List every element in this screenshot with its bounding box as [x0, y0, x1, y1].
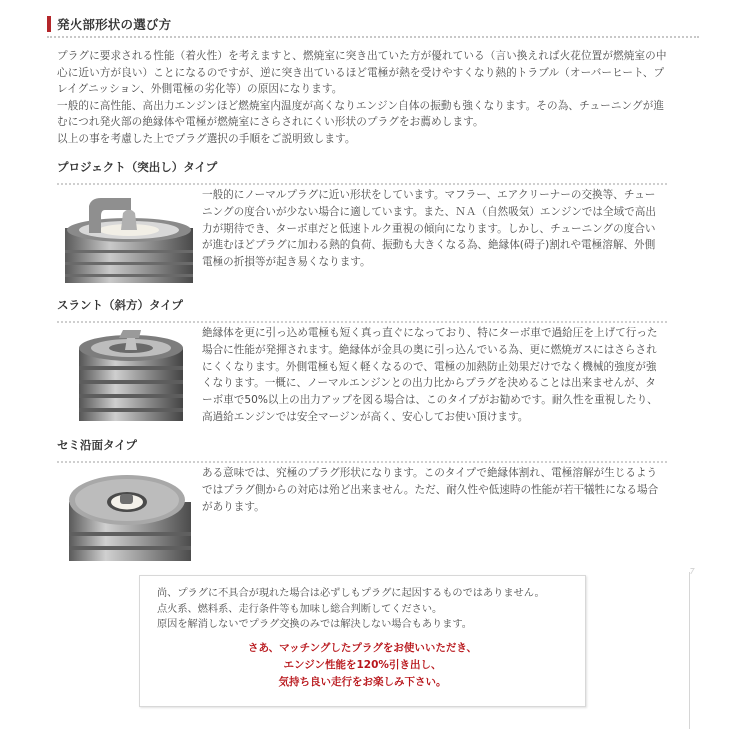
intro-line: 一般的に高性能、高出力エンジンほど燃焼室内温度が高くなりエンジン自体の振動も強くなります。その為、チューニングが進 — [57, 99, 665, 112]
description-line: にくくなります。外側電極も短く軽くなるので、電極の加熱防止効果だけでなく機械的強度が強 — [202, 360, 657, 373]
section-divider — [57, 321, 667, 323]
right-edge-divider — [689, 572, 690, 729]
page-header — [47, 14, 699, 38]
call-to-action — [140, 640, 585, 691]
section-projected-type — [57, 158, 700, 269]
cta-line: エンジン性能を120%引き出し、 — [283, 659, 442, 671]
description-line: ある意味では、究極のプラグ形状になります。このタイプで絶縁体割れ、電極溶解が生じるよう — [202, 467, 658, 479]
description-line: ーボ車で50%以上の出力アップを図る場合は、このタイプがお勧めです。耐久性を重視したり、 — [202, 394, 658, 407]
section-description — [202, 325, 672, 426]
description-line: 一般的にノーマルプラグに近い形状をしています。マフラー、エアクリーナーの交換等、チュー — [202, 189, 656, 201]
page-title: 発火部形状の選び方 — [57, 17, 172, 32]
section-description — [202, 465, 672, 515]
description-line: 場合に性能が発揮されます。絶縁体が金具の奥に引っ込んでいる為、更に燃焼ガスにはさらされ — [202, 343, 657, 356]
notice-text — [157, 586, 545, 633]
section-title: スラント（斜方）タイプ — [57, 298, 183, 312]
semi-surface-plug-image — [59, 466, 193, 561]
intro-line: 心に近い方が良い）ことになるのですが、逆に突き出ているほど電極が熱を受けやすくなり熱的トラブル（オーバーヒート、プ — [57, 66, 665, 79]
description-line: ではプラグ側からの対応は殆ど出来ません。ただ、耐久性や低速時の性能が若干犠牲になる場合 — [202, 483, 659, 496]
cta-line: 気持ち良い走行をお楽しみ下さい。 — [278, 676, 447, 688]
description-line: 電極の折損等が起き易くなります。 — [202, 256, 371, 269]
header-accent-bar — [47, 16, 51, 32]
notice-box — [139, 575, 586, 707]
intro-line: レイグニッション、外側電極の劣化等）の原因になります。 — [57, 83, 343, 95]
notice-line: 尚、プラグに不具合が現れた場合は必ずしもプラグに起因するものではありません。 — [157, 588, 545, 599]
projected-plug-image — [59, 188, 193, 283]
section-title: セミ沿面タイプ — [57, 438, 137, 452]
section-divider — [57, 461, 667, 463]
section-title: プロジェクト（突出し）タイプ — [57, 160, 218, 174]
section-semi-surface-type — [57, 436, 700, 513]
description-line: があります。 — [202, 500, 265, 513]
section-divider — [57, 183, 667, 185]
slant-plug-image — [59, 326, 193, 421]
description-line: 高過給エンジンでは安全マージンが高く、安心してお使い頂けます。 — [202, 410, 529, 423]
description-line: ニングの度合いが少ない場合に適しています。また、ＮＡ（自然吸気）エンジンでは全域で高出 — [202, 205, 656, 218]
intro-line: むにつれ発火部の絶縁体や電極が燃焼室にさらされにくい形状のプラグをお薦めします。 — [57, 116, 484, 128]
header-divider — [47, 36, 699, 38]
intro-line: 以上の事を考慮した上でプラグ選択の手順をご説明致します。 — [57, 132, 356, 145]
intro-paragraph — [57, 48, 697, 147]
notice-line: 点火系、燃料系、走行条件等も加味し総合判断してください。 — [157, 603, 443, 615]
section-slant-type — [57, 296, 700, 423]
description-line: 力が期待でき、ターボ車だと低速トルク重視の傾向になります。しかし、チューニングの度合い — [202, 222, 656, 235]
description-line: 絶縁体を更に引っ込め電極も短く真っ直ぐになっており、特にターボ車で過給圧を上げて行った — [202, 327, 658, 339]
intro-line: プラグに要求される性能（着火性）を考えますと、燃焼室に突き出ていた方が優れている（言い換えれば火花位置が燃焼室の中 — [57, 50, 667, 62]
description-line: くなります。一概に、ノーマルエンジンとの出力比からプラグを決めることは出来ませんが、タ — [202, 377, 656, 390]
description-line: が進むほどプラグに加わる熱的負荷、振動も大きくなる為、絶縁体(碍子)割れや電極溶解、外側 — [202, 239, 656, 252]
cta-line: さあ、マッチングしたプラグをお使いいただき、 — [247, 642, 477, 654]
section-description — [202, 187, 672, 271]
notice-line: 原因を解消しないでプラグ交換のみでは解決しない場合もあります。 — [157, 619, 472, 630]
